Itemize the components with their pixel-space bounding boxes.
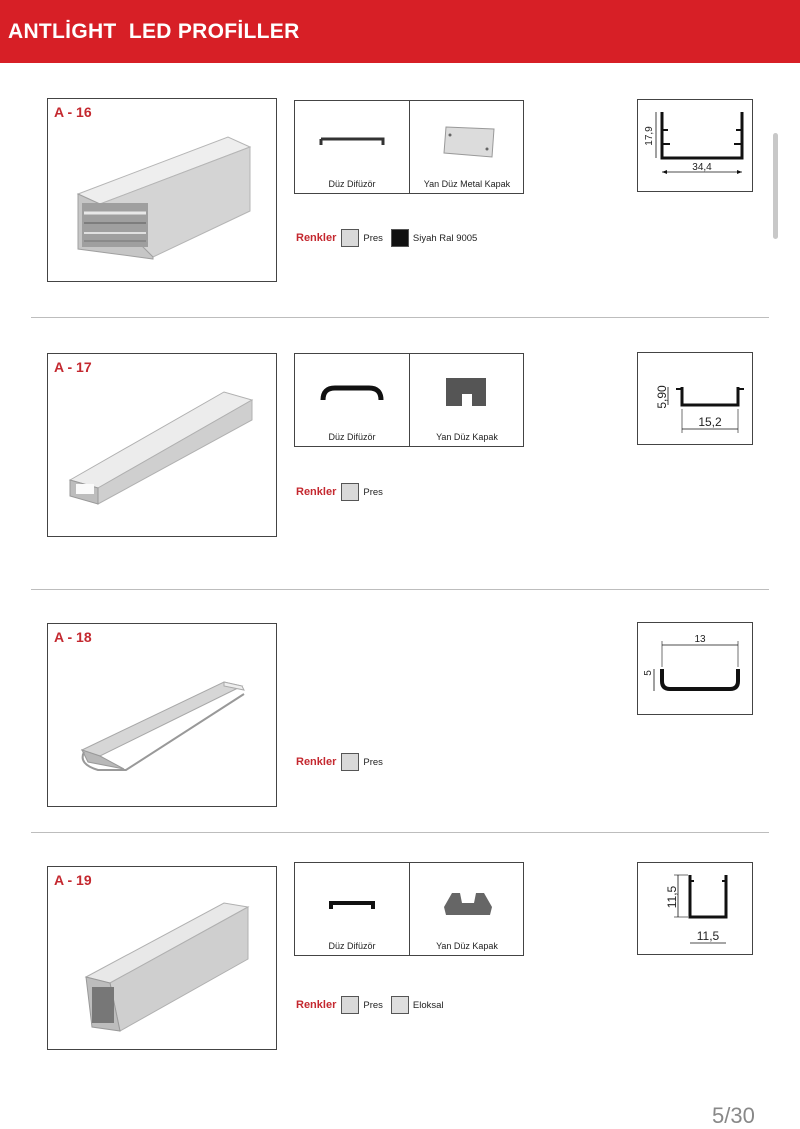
color-name: Pres (363, 999, 383, 1011)
page-number: 5/30 (712, 1103, 755, 1128)
scrollbar[interactable] (773, 133, 778, 239)
product-image-a17 (47, 353, 277, 537)
color-swatch-eloksal (391, 996, 409, 1014)
product-code: A - 17 (54, 359, 92, 375)
color-swatch-pres (341, 229, 359, 247)
accessory-label: Yan Düz Kapak (436, 432, 498, 442)
dimension-drawing-a19 (637, 862, 753, 955)
accessory-item (409, 101, 524, 193)
accessory-item (295, 354, 409, 446)
dimension-drawing-a18 (637, 622, 753, 715)
product-code: A - 16 (54, 104, 92, 120)
profile-a18-illustration (48, 624, 276, 806)
dim-height: 5 (643, 670, 654, 676)
color-options-a16 (296, 228, 485, 248)
dim-width: 13 (694, 634, 706, 645)
profile-a19-illustration (48, 867, 276, 1049)
dimension-drawing-a16 (637, 99, 753, 192)
accessory-label: Yan Düz Kapak (436, 941, 498, 951)
colors-label: Renkler (296, 756, 337, 768)
separator (31, 317, 769, 318)
accessory-item (295, 863, 409, 955)
cross-section-a19 (638, 863, 752, 954)
color-name: Eloksal (412, 999, 444, 1011)
color-swatch-pres (341, 996, 359, 1014)
dim-width: 15,2 (698, 415, 722, 429)
accessory-panel-a16 (294, 100, 524, 194)
accessory-item (295, 101, 409, 193)
diffuser-icon (295, 354, 409, 432)
product-image-a16 (47, 98, 277, 282)
color-name: Siyah Ral 9005 (412, 232, 478, 244)
accessory-label: Düz Difüzör (328, 941, 376, 951)
metal-end-cap-icon (410, 101, 524, 179)
profile-a16-illustration (48, 99, 276, 281)
color-swatch-black (391, 229, 409, 247)
dim-height: 11,5 (665, 885, 679, 909)
diffuser-icon (295, 863, 409, 941)
color-name: Pres (363, 486, 383, 498)
colors-label: Renkler (296, 486, 337, 498)
profile-a17-illustration (48, 354, 276, 536)
dim-width: 11,5 (696, 929, 720, 943)
dim-height: 5,90 (655, 385, 669, 409)
accessory-item (409, 863, 524, 955)
product-code: A - 18 (54, 629, 92, 645)
colors-label: Renkler (296, 999, 337, 1011)
color-options-a18 (296, 752, 391, 772)
color-options-a17 (296, 482, 391, 502)
product-image-a18 (47, 623, 277, 807)
color-swatch-pres (341, 753, 359, 771)
color-name: Pres (363, 232, 383, 244)
dim-width: 34,4 (692, 162, 712, 173)
cross-section-a17 (638, 353, 752, 444)
diffuser-icon (295, 101, 409, 179)
page-header (0, 0, 800, 63)
accessory-label: Düz Difüzör (328, 179, 376, 189)
color-options-a19 (296, 995, 452, 1015)
separator (31, 832, 769, 833)
colors-label: Renkler (296, 232, 337, 244)
end-cap-icon (410, 863, 524, 941)
accessory-item (409, 354, 524, 446)
cross-section-a16 (638, 100, 752, 191)
separator (31, 589, 769, 590)
color-swatch-pres (341, 483, 359, 501)
accessory-label: Yan Düz Metal Kapak (423, 179, 511, 189)
color-name: Pres (363, 756, 383, 768)
header-title: ANTLİGHT LED PROFİLLER (8, 20, 300, 43)
product-image-a19 (47, 866, 277, 1050)
accessory-label: Düz Difüzör (328, 432, 376, 442)
accessory-panel-a17 (294, 353, 524, 447)
dim-height: 17,9 (644, 126, 655, 146)
end-cap-icon (410, 354, 524, 432)
accessory-panel-a19 (294, 862, 524, 956)
dimension-drawing-a17 (637, 352, 753, 445)
cross-section-a18 (638, 623, 752, 714)
product-code: A - 19 (54, 872, 92, 888)
